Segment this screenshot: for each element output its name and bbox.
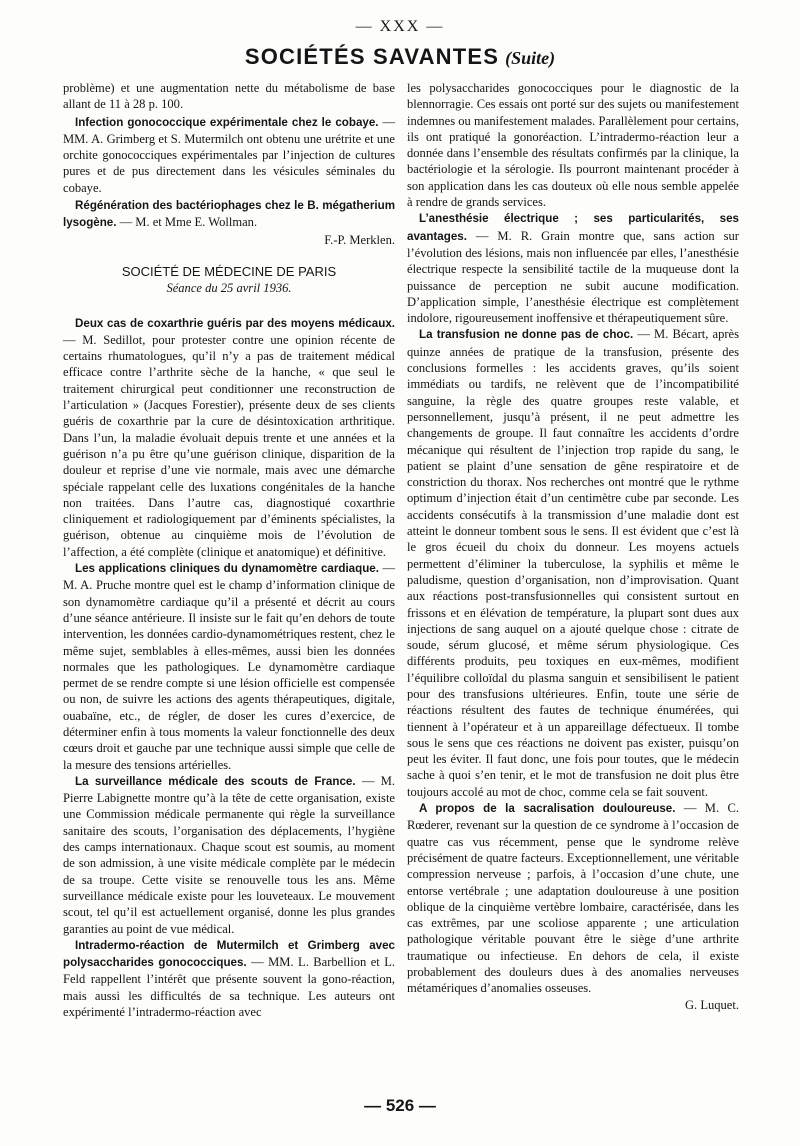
abstract-dynamometre: [63, 560, 395, 773]
abstract-heading: La transfusion ne donne pas de choc.: [419, 328, 634, 342]
abstract-body: — M. et Mme E. Wollman.: [116, 215, 258, 230]
abstract-anesthesie: [407, 210, 739, 326]
continued-paragraph: problème) et une augmentation nette du métabolisme de base allant de 11 à 28 p. 100.: [63, 81, 395, 112]
abstract-scouts: [63, 773, 395, 937]
signature-luquet: G. Luquet.: [684, 997, 739, 1012]
left-column: [63, 80, 395, 1020]
section-date: Séance du 25 avril 1936.: [166, 281, 292, 296]
abstract-heading: L’anesthésie électrique ; ses particularités, ses avantages.: [407, 212, 739, 243]
section-title: SOCIÉTÉ DE MÉDECINE DE PARIS: [121, 263, 337, 279]
abstract-body: — MM. A. Grimberg et S. Mutermilch ont obtenu une urétrite et une orchite gonococciques expérimentales par l’injection de cultures pures et de pus directement dans les vésicules séminales du cobaye.: [63, 114, 396, 195]
abstract-body: — M. C. Rœderer, revenant sur la question de ce syndrome à l’occasion de quatre cas vus récemment, pense que le syndrome relève précisément de quatre facteurs. Exceptionnellement, une véritable compression nerveuse ; parfois, à l’occasion d’une chute, une entorse vertébrale ; une adaptation douloureuse à une position oblique de la cinquième vertèbre lombaire, caractérisée, dans les cas extrêmes, par une scoliose apparente ; une articulation pathologique véritable pouvant être le siège d’une arthrite traumatique ou infectieuse. En dehors de cela, il existe probablement des douleurs dues à des anomalies nerveuses métamériques d’anomalies osseuses.: [407, 801, 739, 996]
abstract-body: — M. Sedillot, pour protester contre une opinion récente de certains rhumatologues, qu’il n’y a pas de traitement médical efficace contre l’arthrite sèche de la hanche, « que seul le traitement chirurgical peut conditionner une reconstruction de l’articulation » (Jacques Forestier), présente deux de ses clients guéris de coxarthrie par la cure de désintoxication arthritique. Dans l’un, la maladie évoluait depuis trente et une années et la guérison n’a pu être qu’une guérison clinique, disparition de la douleur et reprise d’une vie normale, mais avec une démarche spéciale rappelant celle des luxations congénitales de la hanche non traitées. Dans l’autre cas, diagnostiqué coxarthrie cliniquement et radiologiquement par d’éminents spécialistes, la guérison, obtenue au cinquième mois de l’évolution de l’affection, a été complète (clinique et anatomique) et définitive.: [63, 332, 395, 559]
abstract-body: — M. A. Pruche montre quel est le champ d’information clinique de son dynamomètre cardiaque qu’il a présenté et décrit au cours d’une séance antérieure. Il insiste sur le fait qu’en dehors de toute intervention, les données cardio-dynamométriques restent, chez le même sujet, semblables à elles-mêmes, aussi bien les données normales que les pathologiques. Le dynamomètre cardiaque permet de se rendre compte si une lésion officielle est compensée ou non, de suivre les actions des agents thérapeutiques, digitale, ouabaïne, etc., de régler, de doser les cures d’exercice, de déterminer enfin à tous moments la valeur fonctionnelle des deux cœurs droit et gauche par une technique aussi simple que celle de la mesure des tensions artérielles.: [63, 561, 395, 772]
signature-merklen: F.-P. Merklen.: [324, 232, 395, 247]
page-number: — 526 —: [364, 1096, 436, 1115]
abstract-body: — M. Pierre Labignette montre qu’à la tête de cette organisation, existe une Commission médicale permanente qui règle la surveillance sanitaire des scouts, l’organisation des déplacements, l’hygiène des camps internationaux. Chaque scout est soumis, au moment de son admission, à une visite médicale complète par le médecin de sa troupe. Cette visite se renouvelle tous les ans. Même surveillance médicale existe pour les louveteaux. Le mouvement scout, tel qu’il est actuellement organisé, donne les plus grandes garanties au point de vue médical.: [63, 773, 395, 936]
abstract-infection-gonococcique: [63, 114, 395, 196]
abstract-heading: Deux cas de coxarthrie guéris par des moyens médicaux.: [75, 316, 395, 330]
abstract-body: — M. Bécart, après quinze années de pratique de la transfusion, présente des conclusions formelles : les accidents graves, qu’ils soient immédiats ou tardifs, ne relèvent que de l’incompatibilité sanguine, la règle des quatre groupes reste valable, et personnellement, jusqu’à présent, il ne peut admettre les changements de groupe. Il faut connaître les accidents d’ordre mécanique qui résultent de l’injection trop rapide du sang, le patient se plaint d’une sensation de gêne respiratoire et de constriction du thorax. Nos recherches ont montré que le rythme optimum d’injection était d’un centimètre cube par seconde. Les accidents consécutifs à la transmission d’une maladie dont est atteint le donneur tombent sous le sens. Il est évident que c’est là le gros écueil du choix du donneur. Les moyens actuels permettent d’éliminer la tuberculose, la syphilis et même le paludisme, question d’organisation, non d’improvisation. Quant aux réactions post-transfusionnelles qui consistent surtout en frissons et en élévation de température, la plupart sont dues aux injections de sang auquel on a ajouté quelque chose : citrate de soude, sérum glucosé, et même sérum physiologique. Ces différents produits, peu toxiques en eux-mêmes, modifient l’équilibre colloïdal du plasma sanguin et sensibilisent le patient pour des transfusions ultérieures. Enfin, toute une série de réactions résultent des fautes de technique énumérées, qui tiennent à l’opérateur et à un appareillage défectueux. Il tombe sous le sens que ces réactions ne doivent pas exister, puisqu’on peut les éviter. Il faut donc, une fois pour toutes, que le médecin sache à quoi s’en tenir, et le mot de transfusion ne doit plus être toujours accolé au mot de choc, comme cela se fait souvent.: [407, 327, 739, 799]
abstract-heading: A propos de la sacralisation douloureuse.: [419, 802, 676, 816]
continued-paragraph: les polysaccharides gonococciques pour le diagnostic de la blennorragie. Ces essais ont porté sur des sujets ou manifestement indemnes ou manifestement malades. Parallèlement pour certains, ils ont pratiqué la gonoréaction. L’intradermo-réaction leur a donnée dans l’ensemble des résultats confirmés par la clinique, la bactériologie et la sérologie. Ils pourront maintenant procéder à son application dans les cas douteux où elle nous semble appelée à rendre de grands services.: [407, 81, 739, 210]
abstract-heading: Les applications cliniques du dynamomètre cardiaque.: [75, 562, 379, 576]
running-header: [0, 44, 800, 70]
abstract-body: — M. R. Grain montre que, sans action sur l’évolution des lésions, mais non influencée par elles, l’anesthésie électrique respecte la sensibilité tactile de la muqueuse dont la puissance de perception ne subit aucune modification. D’application simple, l’anesthésie électrique est complètement indolore, rigoureusement inoffensive et thérapeutiquement sûre.: [407, 228, 739, 326]
right-column: [407, 80, 739, 1013]
abstract-intradermo: [63, 937, 395, 1020]
abstract-heading: Intradermo-réaction de Mutermilch et Grimberg avec polysaccharides gonococciques.: [63, 938, 395, 970]
top-page-numeral: — XXX —: [355, 18, 445, 35]
abstract-bacteriophages: [63, 197, 395, 232]
abstract-body: — MM. L. Barbellion et L. Feld rappellent l’intérêt que présente souvent la gono-réaction, mais aussi les difficultés de sa technique. Les auteurs ont expérimenté l’intradermo-réaction avec: [63, 955, 396, 1020]
abstract-heading: Infection gonococcique expérimentale chez le cobaye.: [75, 115, 379, 129]
abstract-sacralisation: [407, 800, 739, 997]
header-suite: (Suite): [505, 48, 556, 68]
abstract-heading: Régénération des bactériophages chez le B. mégatherium lysogène.: [63, 199, 395, 230]
header-title: SOCIÉTÉS SAVANTES: [244, 44, 500, 69]
abstract-coxarthrie: [63, 315, 395, 560]
abstract-heading: La surveillance médicale des scouts de France.: [75, 774, 356, 788]
abstract-transfusion: [407, 326, 739, 800]
